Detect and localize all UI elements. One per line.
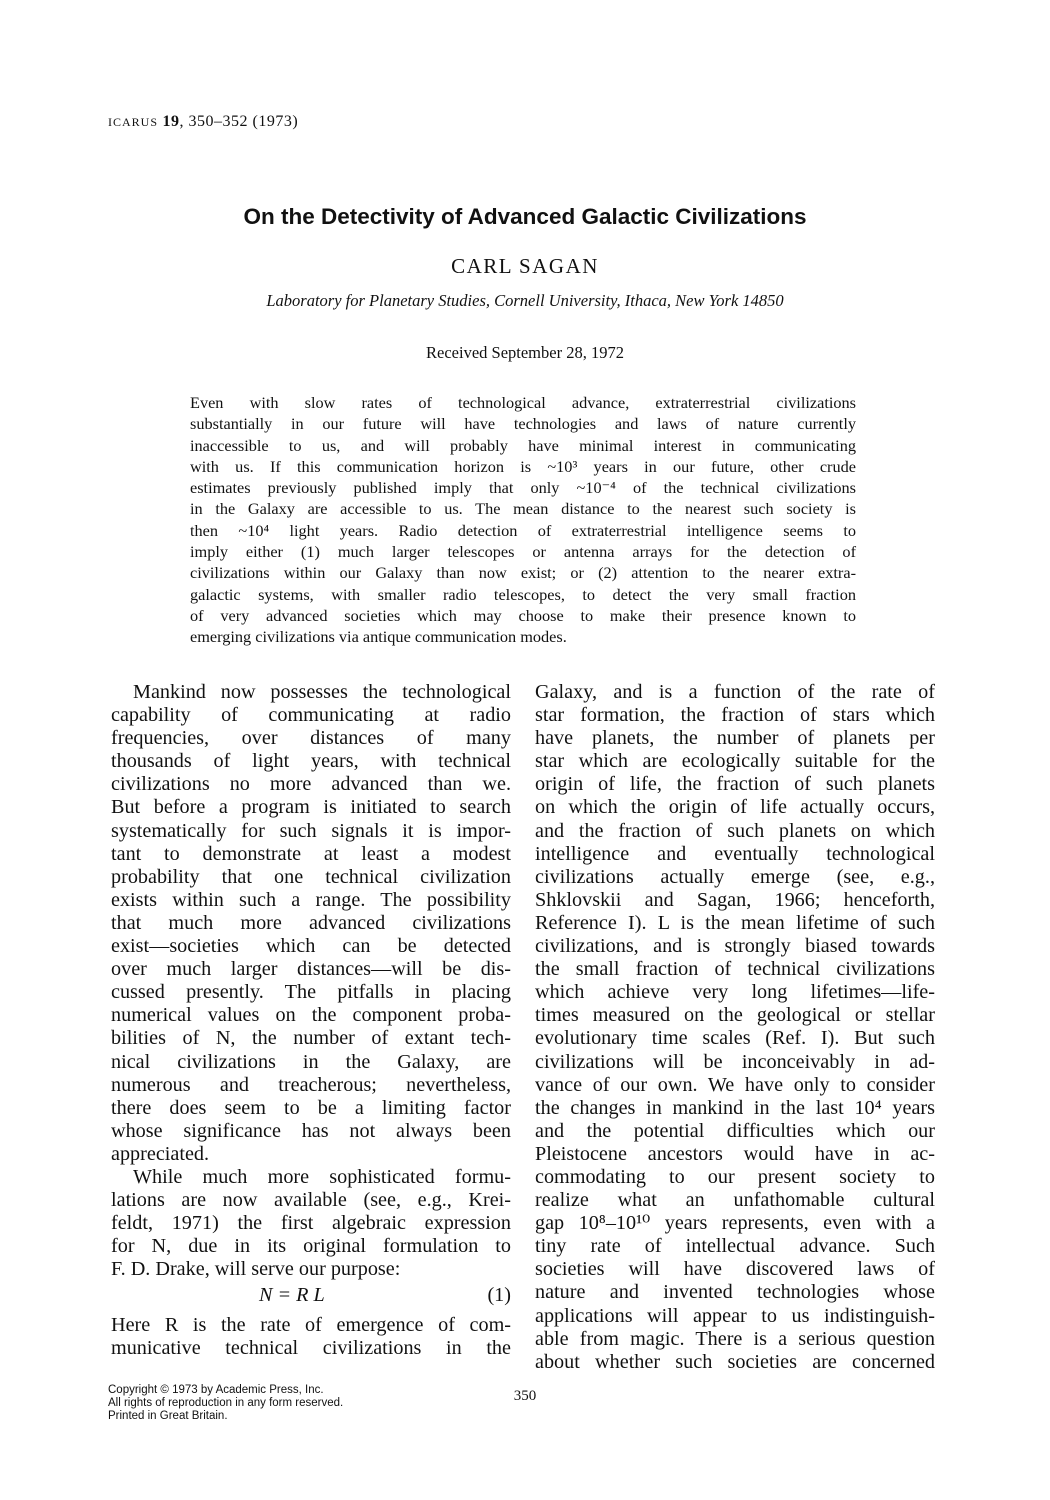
text-line: frequencies, over distances of many bbox=[111, 727, 511, 750]
abstract-line: estimates previously published imply that only ~10⁻⁴ of the technical civilizations bbox=[190, 478, 856, 498]
text-line: there does seem to be a limiting factor bbox=[111, 1096, 511, 1119]
text-line: cussed presently. The pitfalls in placing bbox=[111, 981, 511, 1004]
text-line: numerical values on the component proba- bbox=[111, 1004, 511, 1027]
abstract-line: galactic systems, with smaller radio telescopes, to detect the very small fraction bbox=[190, 584, 856, 604]
text-line: and the potential difficulties which our bbox=[535, 1119, 935, 1142]
printed-line: Printed in Great Britain. bbox=[108, 1410, 228, 1422]
body-column-right bbox=[535, 681, 935, 1374]
abstract-line: Even with slow rates of technological advance, extraterrestrial civilizations bbox=[190, 393, 856, 412]
text-line: star formation, the fraction of stars which bbox=[535, 704, 935, 727]
text-line: civilizations no more advanced than we. bbox=[111, 773, 511, 796]
text-line: exist—societies which can be detected bbox=[111, 935, 511, 958]
text-line: F. D. Drake, will serve our purpose: bbox=[111, 1258, 401, 1281]
abstract-line: in the Galaxy are accessible to us. The mean distance to the nearest such society is bbox=[190, 499, 856, 519]
text-line: civilizations actually emerge (see, e.g., bbox=[535, 865, 935, 888]
text-line: whose significance has not always been bbox=[111, 1119, 511, 1142]
journal-name: ICARUS bbox=[108, 115, 159, 129]
text-line: have planets, the number of planets per bbox=[535, 727, 935, 750]
abstract-line: imply either (1) much larger telescopes or antenna arrays for the detection of bbox=[190, 542, 856, 562]
abstract-line: with us. If this communication horizon is ~10³ years in our future, other crude bbox=[190, 456, 856, 476]
text-line: Pleistocene ancestors would have in ac- bbox=[535, 1142, 935, 1165]
journal-citation bbox=[108, 113, 298, 131]
text-line: over much larger distances—will be dis- bbox=[111, 958, 511, 981]
text-line: societies will have discovered laws of bbox=[535, 1258, 935, 1281]
text-line: Reference I). L is the mean lifetime of such bbox=[535, 911, 935, 934]
text-line: appreciated. bbox=[111, 1142, 210, 1165]
text-line: about whether such societies are concerned bbox=[535, 1350, 935, 1373]
paragraph-drake bbox=[111, 1166, 511, 1281]
abstract-line: civilizations within our Galaxy than now exist; or (2) attention to the nearer extra- bbox=[190, 563, 856, 583]
text-line: that much more advanced civilizations bbox=[111, 911, 511, 934]
equation-row bbox=[111, 1284, 511, 1307]
abstract-line: emerging civilizations via antique communication modes. bbox=[190, 627, 567, 647]
text-line: gap 10⁸–10¹⁰ years represents, even with a bbox=[535, 1212, 935, 1235]
text-line: times measured on the geological or stellar bbox=[535, 1004, 935, 1027]
text-line: which achieve very long lifetimes—life- bbox=[535, 981, 935, 1004]
text-line: able from magic. There is a serious question bbox=[535, 1327, 935, 1350]
text-line: star which are ecologically suitable for the bbox=[535, 750, 935, 773]
text-line: thousands of light years, with technical bbox=[111, 750, 511, 773]
text-line: municative technical civilizations in the bbox=[111, 1336, 511, 1359]
text-line: nical civilizations in the Galaxy, are bbox=[111, 1050, 511, 1073]
journal-volume: 19 bbox=[162, 113, 180, 130]
text-line: But before a program is initiated to search bbox=[111, 796, 511, 819]
text-line: Here R is the rate of emergence of com- bbox=[111, 1313, 511, 1336]
text-line: the small fraction of technical civilizations bbox=[535, 958, 935, 981]
equation-number: (1) bbox=[487, 1284, 511, 1307]
body-column-left bbox=[111, 681, 511, 1360]
abstract-line: substantially in our future will have technologies and laws of nature currently bbox=[190, 414, 856, 434]
text-line: Galaxy, and is a function of the rate of bbox=[535, 681, 935, 703]
page-number: 350 bbox=[513, 1388, 537, 1404]
text-line: applications will appear to us indistinguish- bbox=[535, 1304, 935, 1327]
text-line: capability of communicating at radio bbox=[111, 704, 511, 727]
article-title: On the Detectivity of Advanced Galactic Civilizations bbox=[243, 204, 807, 229]
copyright-line: Copyright © 1973 by Academic Press, Inc. bbox=[108, 1384, 324, 1396]
text-line: probability that one technical civilization bbox=[111, 865, 511, 888]
text-line: bilities of N, the number of extant tech- bbox=[111, 1027, 511, 1050]
author-name: CARL SAGAN bbox=[451, 254, 599, 278]
paragraph-intro bbox=[111, 681, 511, 1166]
text-line: origin of life, the fraction of such planets bbox=[535, 773, 935, 796]
text-line: numerous and treacherous; nevertheless, bbox=[111, 1073, 511, 1096]
text-line: Shklovskii and Sagan, 1966; henceforth, bbox=[535, 888, 935, 911]
text-line: Mankind now possesses the technological bbox=[133, 681, 511, 703]
text-line: exists within such a range. The possibility bbox=[111, 888, 511, 911]
drake-equation: N = R L bbox=[259, 1284, 325, 1307]
journal-pages-year: , 350–352 (1973) bbox=[179, 113, 299, 130]
text-line: on which the origin of life actually occurs, bbox=[535, 796, 935, 819]
author-affiliation: Laboratory for Planetary Studies, Cornell University, Ithaca, New York 14850 bbox=[266, 291, 784, 310]
text-line: evolutionary time scales (Ref. I). But such bbox=[535, 1027, 935, 1050]
text-line: lations are now available (see, e.g., Krei- bbox=[111, 1189, 511, 1212]
paragraph-definition bbox=[111, 1314, 511, 1360]
text-line: intelligence and eventually technological bbox=[535, 842, 935, 865]
text-line: civilizations, and is strongly biased towards bbox=[535, 935, 935, 958]
abstract-line: then ~10⁴ light years. Radio detection of extraterrestrial intelligence seems to bbox=[190, 520, 856, 540]
abstract-line: inaccessible to us, and will probably have minimal interest in communicating bbox=[190, 435, 856, 455]
rights-line: All rights of reproduction in any form reserved. bbox=[108, 1397, 344, 1409]
text-line: nature and invented technologies whose bbox=[535, 1281, 935, 1304]
received-date: Received September 28, 1972 bbox=[426, 343, 624, 362]
abstract-line: of very advanced societies which may choose to make their presence known to bbox=[190, 605, 856, 625]
text-line: systematically for such signals it is impor- bbox=[111, 819, 511, 842]
abstract bbox=[190, 392, 856, 648]
text-line: and the fraction of such planets on which bbox=[535, 819, 935, 842]
text-line: the changes in mankind in the last 10⁴ years bbox=[535, 1096, 935, 1119]
text-line: tiny rate of intellectual advance. Such bbox=[535, 1235, 935, 1258]
text-line: While much more sophisticated formu- bbox=[133, 1165, 511, 1188]
text-line: tant to demonstrate at least a modest bbox=[111, 842, 511, 865]
text-line: for N, due in its original formulation to bbox=[111, 1235, 511, 1258]
text-line: commodating to our present society to bbox=[535, 1165, 935, 1188]
text-line: realize what an unfathomable cultural bbox=[535, 1189, 935, 1212]
text-line: vance of our own. We have only to consider bbox=[535, 1073, 935, 1096]
text-line: feldt, 1971) the first algebraic expression bbox=[111, 1212, 511, 1235]
text-line: civilizations will be inconceivably in ad- bbox=[535, 1050, 935, 1073]
